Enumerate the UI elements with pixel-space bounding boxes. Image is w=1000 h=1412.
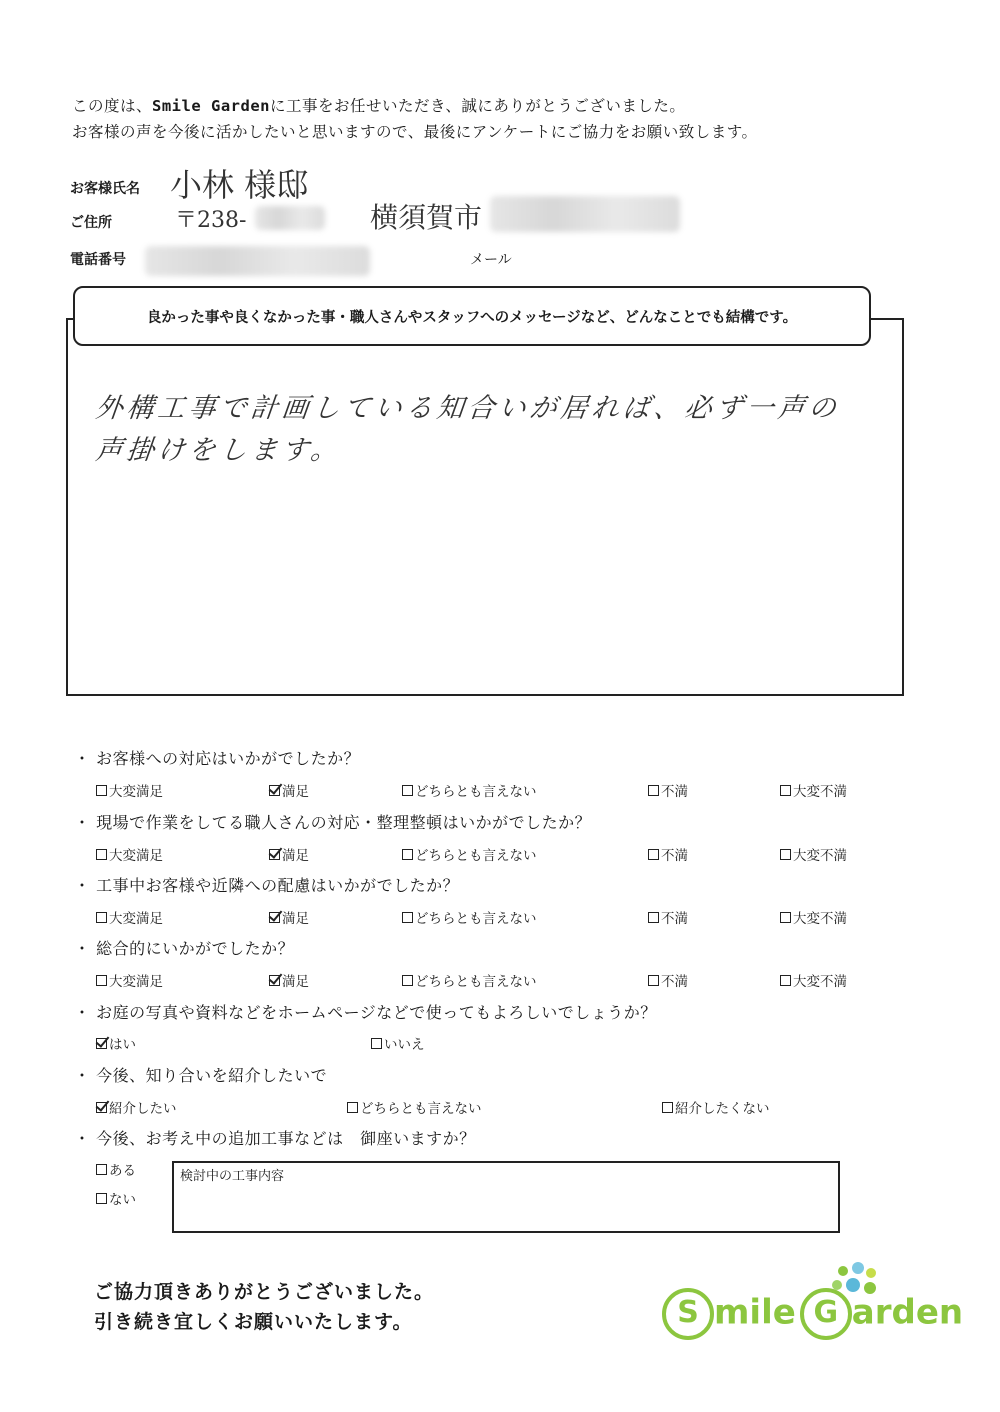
q3-option-2[interactable] bbox=[269, 907, 309, 927]
question-4: ・ 総合的にいかがでしたか？ bbox=[74, 939, 295, 958]
logo-text-arden: arden bbox=[851, 1292, 964, 1333]
option-label: はい bbox=[109, 1037, 136, 1053]
q6-option-2[interactable] bbox=[347, 1097, 482, 1117]
checkbox-icon[interactable] bbox=[662, 1102, 673, 1113]
q2-option-5[interactable] bbox=[780, 844, 847, 864]
checkbox-icon[interactable] bbox=[269, 912, 280, 923]
smile-garden-logo bbox=[662, 1288, 963, 1340]
checkbox-icon[interactable] bbox=[96, 912, 107, 923]
checkbox-icon[interactable] bbox=[96, 785, 107, 796]
message-box[interactable] bbox=[66, 318, 904, 696]
checkbox-icon[interactable] bbox=[96, 1102, 107, 1113]
checkbox-icon[interactable] bbox=[269, 785, 280, 796]
name-label: お客様氏名 bbox=[70, 181, 140, 197]
option-label: 紹介したい bbox=[109, 1101, 177, 1117]
name-value: 小林 様邸 bbox=[170, 166, 309, 204]
redacted-postal bbox=[255, 206, 325, 230]
q1-option-3[interactable] bbox=[402, 780, 537, 800]
question-3: ・ 工事中お客様や近隣への配慮はいかがでしたか？ bbox=[74, 876, 460, 895]
option-label: 大変満足 bbox=[109, 848, 163, 864]
address-label: ご住所 bbox=[70, 215, 112, 231]
q4-option-4[interactable] bbox=[648, 970, 688, 990]
thanks-line-2: 引き続き宜しくお願いいたします。 bbox=[94, 1311, 413, 1333]
checkbox-icon[interactable] bbox=[648, 849, 659, 860]
option-label: 満足 bbox=[282, 784, 309, 800]
option-label: 満足 bbox=[282, 974, 309, 990]
q4-option-2[interactable] bbox=[269, 970, 309, 990]
option-label: どちらとも言えない bbox=[415, 911, 537, 927]
checkbox-icon[interactable] bbox=[402, 849, 413, 860]
q1-option-2[interactable] bbox=[269, 780, 309, 800]
option-label: 紹介したくない bbox=[675, 1101, 770, 1117]
message-line-2: 声掛けをします。 bbox=[94, 435, 344, 466]
q4-option-3[interactable] bbox=[402, 970, 537, 990]
checkbox-icon[interactable] bbox=[96, 1164, 107, 1175]
checkbox-icon[interactable] bbox=[96, 1038, 107, 1049]
q4-option-5[interactable] bbox=[780, 970, 847, 990]
checkbox-icon[interactable] bbox=[269, 849, 280, 860]
question-7: ・ 今後、お考え中の追加工事などは 御座いますか？ bbox=[74, 1129, 476, 1148]
phone-label: 電話番号 bbox=[70, 252, 126, 268]
option-label: ない bbox=[109, 1192, 136, 1208]
additional-work-label: 検討中の工事内容 bbox=[180, 1169, 285, 1184]
q1-option-5[interactable] bbox=[780, 780, 847, 800]
thanks-line-1: ご協力頂きありがとうございました。 bbox=[94, 1281, 435, 1303]
checkbox-icon[interactable] bbox=[96, 1193, 107, 1204]
q2-option-2[interactable] bbox=[269, 844, 309, 864]
option-label: どちらとも言えない bbox=[360, 1101, 482, 1117]
q3-option-1[interactable] bbox=[96, 907, 163, 927]
option-label: ある bbox=[109, 1163, 136, 1179]
address-city: 横須賀市 bbox=[370, 201, 483, 234]
option-label: 大変不満 bbox=[793, 848, 847, 864]
option-label: いいえ bbox=[384, 1037, 425, 1053]
logo-letter-g: G bbox=[800, 1288, 852, 1340]
checkbox-icon[interactable] bbox=[402, 975, 413, 986]
option-label: 不満 bbox=[661, 974, 688, 990]
checkbox-icon[interactable] bbox=[780, 849, 791, 860]
option-label: 満足 bbox=[282, 911, 309, 927]
question-6: ・ 今後、知り合いを紹介したいで bbox=[74, 1066, 328, 1085]
checkbox-icon[interactable] bbox=[780, 975, 791, 986]
option-label: 大変不満 bbox=[793, 911, 847, 927]
mail-label: メール bbox=[470, 252, 512, 268]
option-label: どちらとも言えない bbox=[415, 974, 537, 990]
additional-work-box[interactable] bbox=[172, 1161, 840, 1233]
checkbox-icon[interactable] bbox=[269, 975, 280, 986]
question-2: ・ 現場で作業をしてる職人さんの対応・整理整頓はいかがでしたか？ bbox=[74, 813, 592, 832]
checkbox-icon[interactable] bbox=[648, 975, 659, 986]
q6-option-1[interactable] bbox=[96, 1097, 177, 1117]
q5-option-1[interactable] bbox=[96, 1033, 136, 1053]
logo-text-mile: mile bbox=[714, 1292, 796, 1333]
message-line-1: 外構工事で計画している知合いが居れば、必ず一声の bbox=[94, 393, 842, 424]
checkbox-icon[interactable] bbox=[648, 912, 659, 923]
option-label: 大変不満 bbox=[793, 784, 847, 800]
option-label: 大変満足 bbox=[109, 784, 163, 800]
q7-option-2[interactable] bbox=[96, 1188, 136, 1208]
option-label: 満足 bbox=[282, 848, 309, 864]
checkbox-icon[interactable] bbox=[648, 785, 659, 796]
checkbox-icon[interactable] bbox=[96, 849, 107, 860]
checkbox-icon[interactable] bbox=[371, 1038, 382, 1049]
option-label: 大変不満 bbox=[793, 974, 847, 990]
thanks-message bbox=[94, 1277, 434, 1337]
option-label: 不満 bbox=[661, 784, 688, 800]
option-label: どちらとも言えない bbox=[415, 784, 537, 800]
intro-text bbox=[72, 93, 758, 145]
q2-option-3[interactable] bbox=[402, 844, 537, 864]
q1-option-4[interactable] bbox=[648, 780, 688, 800]
intro-line-1: この度は、Smile Gardenに工事をお任せいただき、誠にありがとうございました。 bbox=[72, 97, 686, 115]
checkbox-icon[interactable] bbox=[780, 785, 791, 796]
option-label: 不満 bbox=[661, 911, 688, 927]
q2-option-4[interactable] bbox=[648, 844, 688, 864]
option-label: 大変満足 bbox=[109, 911, 163, 927]
question-5: ・ お庭の写真や資料などをホームページなどで使ってもよろしいでしょうか？ bbox=[74, 1003, 657, 1022]
checkbox-icon[interactable] bbox=[780, 912, 791, 923]
q6-option-3[interactable] bbox=[662, 1097, 770, 1117]
q1-option-1[interactable] bbox=[96, 780, 163, 800]
redacted-address bbox=[490, 196, 680, 232]
logo-letter-s: S bbox=[662, 1288, 714, 1340]
question-1: ・ お客様への対応はいかがでしたか？ bbox=[74, 749, 361, 768]
option-label: 不満 bbox=[661, 848, 688, 864]
checkbox-icon[interactable] bbox=[347, 1102, 358, 1113]
company-name: Smile Garden bbox=[152, 97, 270, 115]
intro-line-2: お客様の声を今後に活かしたいと思いますので、最後にアンケートにご協力をお願い致します。 bbox=[72, 123, 758, 141]
message-heading: 良かった事や良くなかった事・職人さんやスタッフへのメッセージなど、どんなことでも結構です。 bbox=[73, 286, 871, 346]
q3-option-3[interactable] bbox=[402, 907, 537, 927]
q7-option-1[interactable] bbox=[96, 1159, 136, 1179]
address-postal: 〒238- bbox=[175, 208, 247, 233]
redacted-phone bbox=[145, 246, 370, 276]
q4-option-1[interactable] bbox=[96, 970, 163, 990]
q5-option-2[interactable] bbox=[371, 1033, 425, 1053]
checkbox-icon[interactable] bbox=[402, 912, 413, 923]
q2-option-1[interactable] bbox=[96, 844, 163, 864]
checkbox-icon[interactable] bbox=[96, 975, 107, 986]
q3-option-4[interactable] bbox=[648, 907, 688, 927]
option-label: どちらとも言えない bbox=[415, 848, 537, 864]
option-label: 大変満足 bbox=[109, 974, 163, 990]
checkbox-icon[interactable] bbox=[402, 785, 413, 796]
q3-option-5[interactable] bbox=[780, 907, 847, 927]
